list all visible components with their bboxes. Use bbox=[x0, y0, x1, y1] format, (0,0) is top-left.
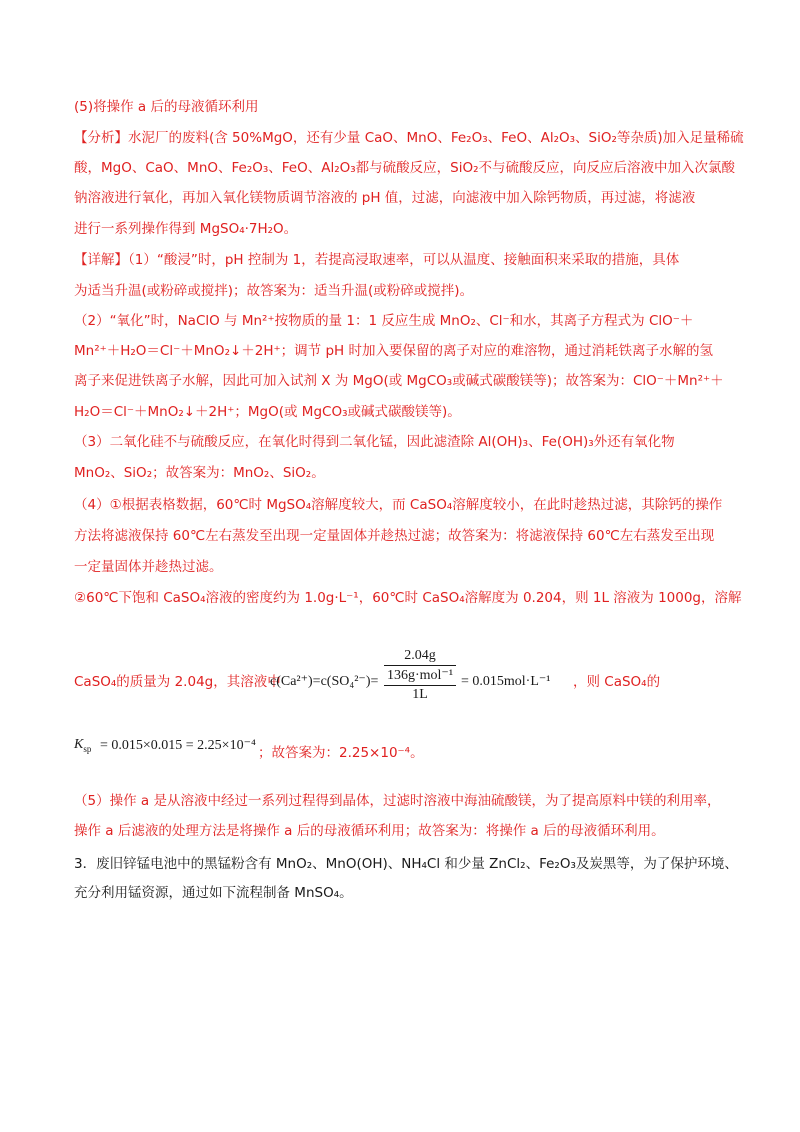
formula-lhs: c(Ca²⁺)=c(SO₄²⁻)= bbox=[270, 674, 379, 689]
numerator-top: 2.04g bbox=[404, 648, 436, 663]
text-line: 酸，MgO、CaO、MnO、Fe₂O₃、FeO、Al₂O₃都与硫酸反应，SiO₂不与硫酸反应，向反应后溶液中加入次氯酸 bbox=[74, 160, 736, 176]
text-line: （5）操作 a 是从溶液中经过一系列过程得到晶体，过滤时溶液中海油硫酸镁，为了提高原料中镁的利用率， bbox=[74, 793, 721, 809]
fraction bbox=[384, 648, 456, 703]
detail-line: 【详解】（1）“酸浸”时，pH 控制为 1，若提高浸取速率，可以从温度、接触面积来采取的措施，具体 bbox=[74, 252, 680, 268]
inner-fraction-bar bbox=[384, 665, 456, 666]
ksp-expression: = 0.015×0.015 = 2.25×10⁻⁴ bbox=[100, 738, 256, 753]
formula-rhs: = 0.015mol·L⁻¹ bbox=[461, 674, 551, 689]
formula-lead-text: CaSO₄的质量为 2.04g，其溶液中 bbox=[74, 674, 281, 690]
text-line: (5)将操作 a 后的母液循环利用 bbox=[74, 99, 259, 115]
text-line: 进行一系列操作得到 MgSO₄·7H₂O。 bbox=[74, 221, 298, 237]
text-line: Mn²⁺＋H₂O＝Cl⁻＋MnO₂↓＋2H⁺；调节 pH 时加入要保留的离子对应的难溶物，通过消耗铁离子水解的氢 bbox=[74, 343, 713, 359]
text-line: 方法将滤液保持 60℃左右蒸发至出现一定量固体并趁热过滤；故答案为：将滤液保持 60℃左右蒸发至出现 bbox=[74, 528, 715, 544]
text-line: MnO₂、SiO₂；故答案为：MnO₂、SiO₂。 bbox=[74, 465, 325, 481]
text-line: （2）“氧化”时，NaClO 与 Mn²⁺按物质的量 1：1 反应生成 MnO₂、Cl⁻和水，其离子方程式为 ClO⁻＋ bbox=[74, 313, 694, 329]
analysis-line: 【分析】水泥厂的废料(含 50%MgO，还有少量 CaO、MnO、Fe₂O₃、FeO、Al₂O₃、SiO₂等杂质)加入足量稀硫 bbox=[74, 130, 744, 146]
question-3-line: 3．废旧锌锰电池中的黑锰粉含有 MnO₂、MnO(OH)、NH₄Cl 和少量 ZnCl₂、Fe₂O₃及炭黑等，为了保护环境、 bbox=[74, 856, 738, 872]
ksp-symbol: $K_{sp}$ bbox=[74, 737, 92, 754]
text-line: H₂O＝Cl⁻＋MnO₂↓＋2H⁺；MgO(或 MgCO₃或碱式碳酸镁等)。 bbox=[74, 404, 461, 420]
text-line: 操作 a 后滤液的处理方法是将操作 a 后的母液循环利用；故答案为：将操作 a 后的母液循环利用。 bbox=[74, 823, 665, 839]
denominator: 1L bbox=[412, 687, 428, 702]
main-fraction-bar bbox=[384, 685, 456, 686]
ksp-answer-text: ；故答案为：2.25×10⁻⁴。 bbox=[258, 745, 424, 761]
formula-trail-text: ，则 CaSO₄的 bbox=[573, 674, 661, 690]
text-line: ②60℃下饱和 CaSO₄溶液的密度约为 1.0g·L⁻¹，60℃时 CaSO₄溶解度为 0.204，则 1L 溶液为 1000g，溶解 bbox=[74, 590, 742, 606]
text-line: 一定量固体并趁热过滤。 bbox=[74, 559, 223, 575]
text-line: （4）①根据表格数据，60℃时 MgSO₄溶解度较大，而 CaSO₄溶解度较小，在此时趁热过滤，其除钙的操作 bbox=[74, 497, 723, 513]
text-line: 为适当升温(或粉碎或搅拌)；故答案为：适当升温(或粉碎或搅拌)。 bbox=[74, 283, 474, 299]
question-3-line: 充分利用锰资源，通过如下流程制备 MnSO₄。 bbox=[74, 885, 353, 901]
fraction-numerator bbox=[384, 648, 456, 684]
text-line: 离子来促进铁离子水解，因此可加入试剂 X 为 MgO(或 MgCO₃或碱式碳酸镁等)；故答案为：ClO⁻＋Mn²⁺＋ bbox=[74, 373, 724, 389]
text-line: 钠溶液进行氧化，再加入氧化镁物质调节溶液的 pH 值，过滤，向滤液中加入除钙物质，再过滤，将滤液 bbox=[74, 190, 696, 206]
numerator-bottom: 136g·mol⁻¹ bbox=[386, 668, 454, 683]
text-line: （3）二氧化硅不与硫酸反应，在氧化时得到二氧化锰，因此滤渣除 Al(OH)₃、Fe(OH)₃外还有氧化物 bbox=[74, 434, 675, 450]
